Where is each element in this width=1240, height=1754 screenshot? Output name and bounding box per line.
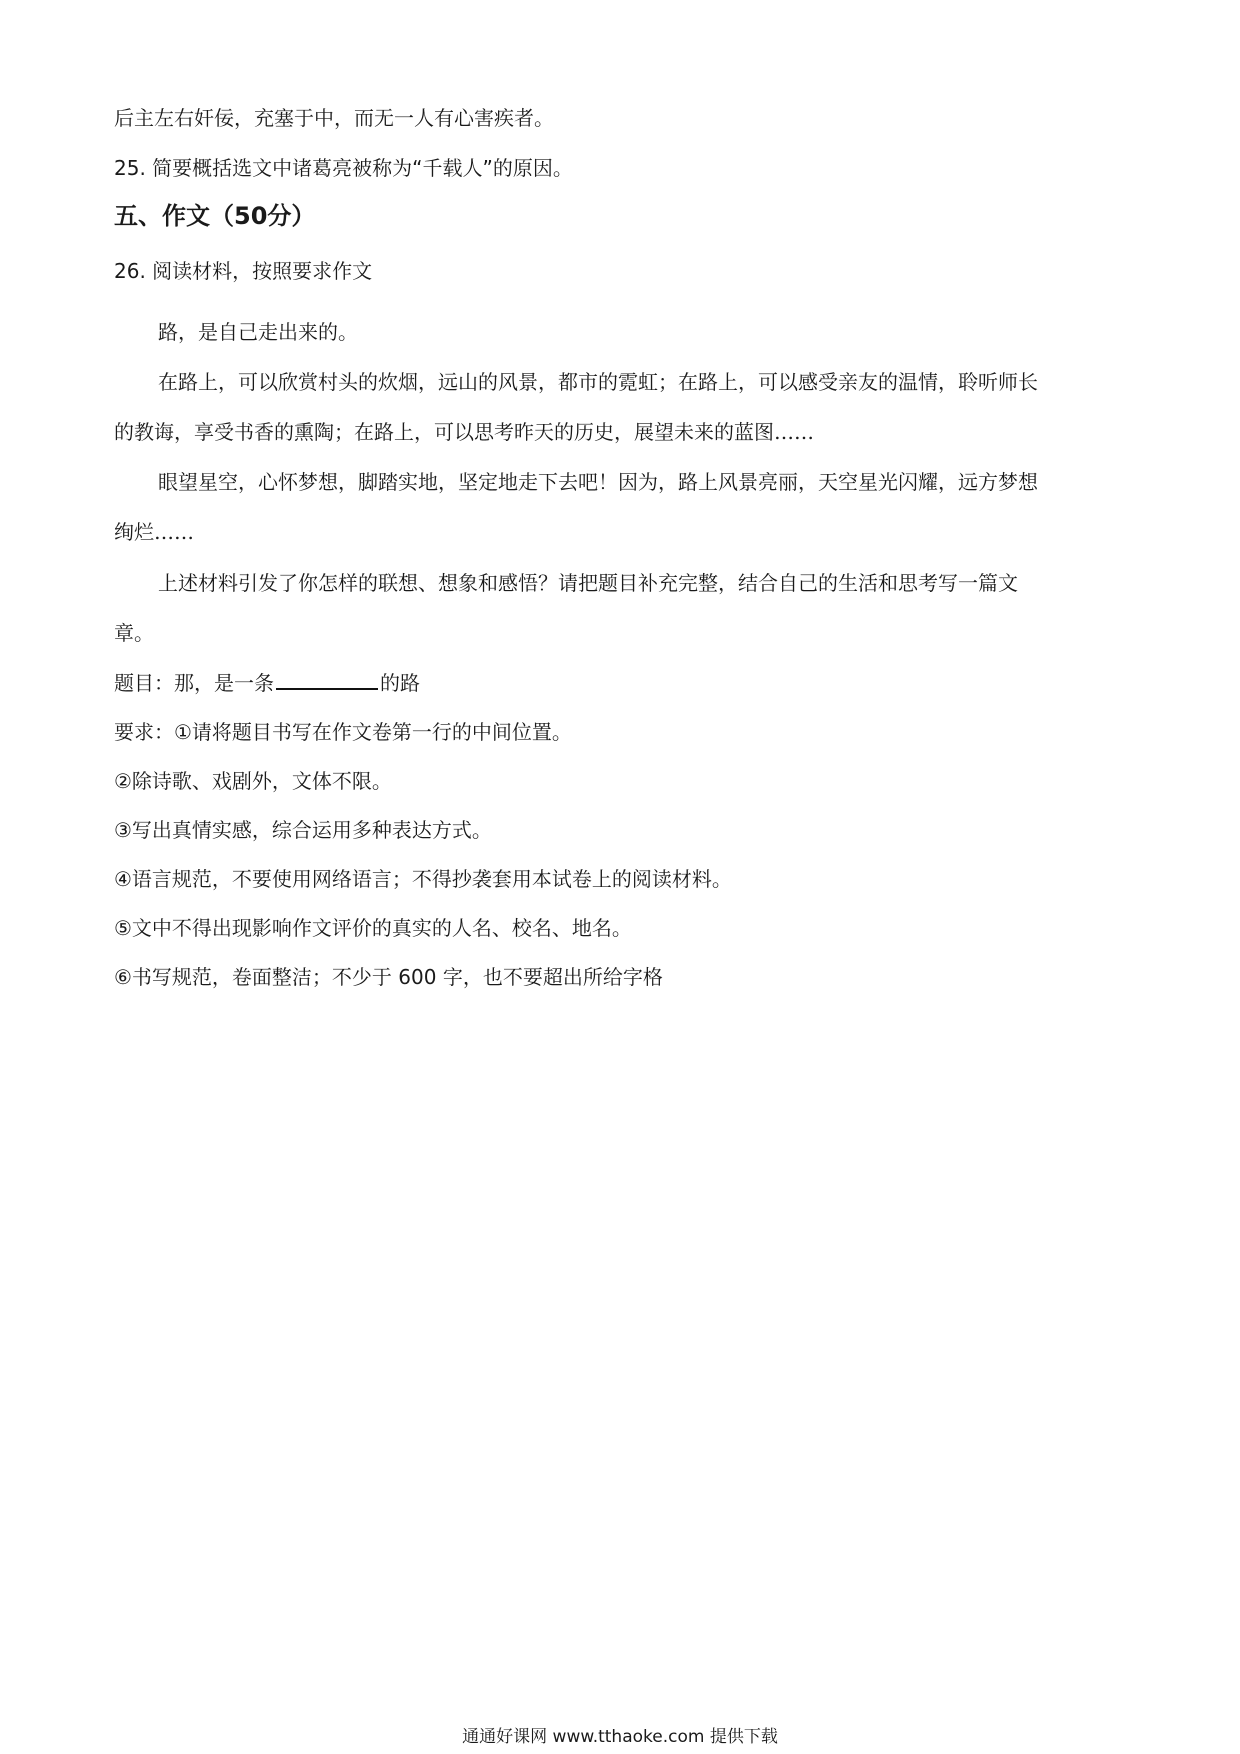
- question-26: 26. 阅读材料，按照要求作文: [114, 259, 373, 283]
- section-heading-composition: 五、作文（50分）: [114, 202, 316, 230]
- page-footer: 通通好课网 www.tthaoke.com 提供下载: [462, 1727, 778, 1747]
- requirement-5: ⑤文中不得出现影响作文评价的真实的人名、校名、地名。: [114, 916, 632, 940]
- material-line-2b: 的教诲，享受书香的熏陶；在路上，可以思考昨天的历史，展望未来的蓝图……: [114, 420, 814, 444]
- material-line-2a: 在路上，可以欣赏村头的炊烟，远山的风景，都市的霓虹；在路上，可以感受亲友的温情，聆听师长: [158, 370, 1038, 394]
- prompt-line-b: 章。: [114, 621, 154, 645]
- material-line-3b: 绚烂……: [114, 520, 194, 544]
- essay-title-suffix: 的路: [380, 671, 420, 695]
- prompt-line-a: 上述材料引发了你怎样的联想、想象和感悟？请把题目补充完整，结合自己的生活和思考写一篇文: [158, 571, 1018, 595]
- requirement-6: ⑥书写规范，卷面整洁；不少于 600 字，也不要超出所给字格: [114, 965, 663, 989]
- essay-title-line: [114, 668, 420, 697]
- essay-title-prefix: 题目：那，是一条: [114, 671, 274, 695]
- material-line-1: 路，是自己走出来的。: [158, 320, 358, 344]
- requirement-1: 要求：①请将题目书写在作文卷第一行的中间位置。: [114, 720, 572, 744]
- requirement-2: ②除诗歌、戏剧外，文体不限。: [114, 769, 392, 793]
- material-line-3a: 眼望星空，心怀梦想，脚踏实地，坚定地走下去吧！因为，路上风景亮丽，天空星光闪耀，远方梦想: [158, 470, 1038, 494]
- essay-title-blank: [276, 668, 378, 690]
- question-25: 25. 简要概括选文中诸葛亮被称为“千载人”的原因。: [114, 156, 573, 180]
- passage-last-line: 后主左右奸佞，充塞于中，而无一人有心害疾者。: [114, 106, 554, 130]
- requirement-3: ③写出真情实感，综合运用多种表达方式。: [114, 818, 492, 842]
- requirement-4: ④语言规范，不要使用网络语言；不得抄袭套用本试卷上的阅读材料。: [114, 867, 732, 891]
